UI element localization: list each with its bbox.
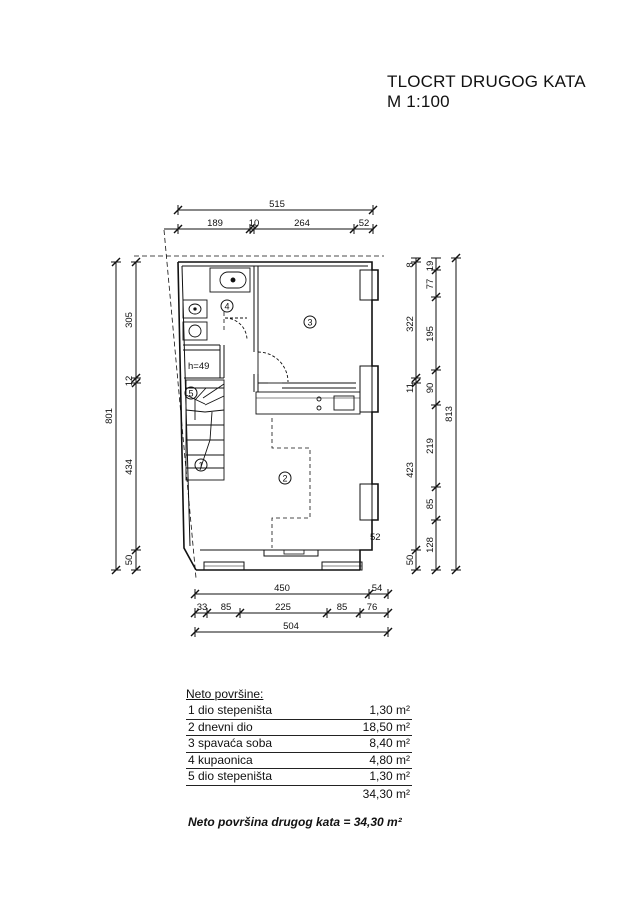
dim-right-inner-4: 423 <box>405 462 416 478</box>
dim-right-outer-5: 219 <box>425 438 436 454</box>
dim-right-inner-1: 8 <box>405 262 416 268</box>
dim-bottom-row1-2: 54 <box>371 583 383 594</box>
area-row-value: 8,40 m² <box>369 736 410 751</box>
dim-bottom-row2-2: 85 <box>220 602 232 613</box>
area-row-label: 2 dnevni dio <box>188 719 253 734</box>
dim-bottom-row2-1: 33 <box>196 602 208 613</box>
dim-right-outer-2: 77 <box>425 278 436 290</box>
dim-top-total: 515 <box>269 199 285 210</box>
dashed-outline <box>134 230 384 578</box>
dim-top-seg-3: 264 <box>294 218 310 229</box>
area-table-heading: Neto površine: <box>186 687 264 701</box>
interior-walls <box>183 266 356 392</box>
dim-left-seg-1: 305 <box>124 312 135 328</box>
area-row-value: 1,30 m² <box>369 769 410 784</box>
room-number-2: 2 <box>282 473 288 484</box>
doors <box>258 352 288 383</box>
area-row-label: 3 spavaća soba <box>188 736 273 751</box>
dim-right-inner-2: 322 <box>405 316 416 332</box>
dim-right-inner-3: 11 <box>405 383 416 393</box>
area-total-row <box>186 786 412 802</box>
stair-height-label: h=49 <box>188 361 210 372</box>
area-row-value: 4,80 m² <box>369 752 410 767</box>
dim-top-seg-4: 52 <box>358 218 370 229</box>
room-number-5: 5 <box>188 388 194 399</box>
dim-bottom-row2-3: 225 <box>275 602 291 613</box>
area-row-value: 1,30 m² <box>369 703 410 717</box>
dim-top-seg-1: 189 <box>207 218 223 229</box>
floor-column-marker <box>284 550 304 554</box>
dim-right-outer-7: 128 <box>425 537 436 553</box>
dim-left-seg-4: 50 <box>124 554 135 566</box>
area-row-value: 18,50 m² <box>362 719 410 734</box>
drawing-scale: M 1:100 <box>387 92 450 111</box>
area-row <box>186 753 412 770</box>
area-row-label: 1 dio stepeništa <box>188 703 273 717</box>
dim-inner-52: 52 <box>370 532 381 543</box>
dim-right-outer-6: 85 <box>425 498 436 510</box>
exterior-walls <box>178 262 378 570</box>
dim-right-outer-4: 90 <box>425 382 436 394</box>
living-dashed-outline <box>224 312 313 548</box>
drawing-title: TLOCRT DRUGOG KATA <box>387 72 586 91</box>
dim-right-inner-5: 50 <box>405 554 416 566</box>
dim-bottom-total: 504 <box>283 621 299 632</box>
area-row-label: 4 kupaonica <box>188 752 253 767</box>
kitchen-counter <box>256 392 360 414</box>
dim-left-seg-2: 12 <box>124 375 135 387</box>
area-table <box>186 686 412 802</box>
room-number-1: 1 <box>198 460 204 471</box>
dim-top-seg-2: 10 <box>248 218 260 229</box>
left-dimension-lines <box>111 258 141 574</box>
bathroom-fixtures <box>183 268 250 340</box>
dim-left-seg-3: 434 <box>124 459 135 475</box>
dim-bottom-row1-1: 450 <box>274 583 290 594</box>
dim-right-outer-1: 19 <box>425 260 436 272</box>
area-row <box>186 736 412 753</box>
area-row <box>186 720 412 737</box>
area-row-label: 5 dio stepeništa <box>188 769 273 784</box>
dim-left-total: 801 <box>104 408 115 424</box>
area-row <box>186 703 412 720</box>
area-row <box>186 769 412 786</box>
dim-right-outer-3: 195 <box>425 326 436 342</box>
dim-bottom-row2-5: 76 <box>366 602 378 613</box>
net-area-summary: Neto površina drugog kata = 34,30 m² <box>188 815 402 829</box>
room-number-4: 4 <box>224 301 230 312</box>
dim-right-total: 813 <box>444 406 455 422</box>
dim-bottom-row2-4: 85 <box>336 602 348 613</box>
area-total-value: 34,30 m² <box>362 786 410 801</box>
room-number-3: 3 <box>307 317 313 328</box>
